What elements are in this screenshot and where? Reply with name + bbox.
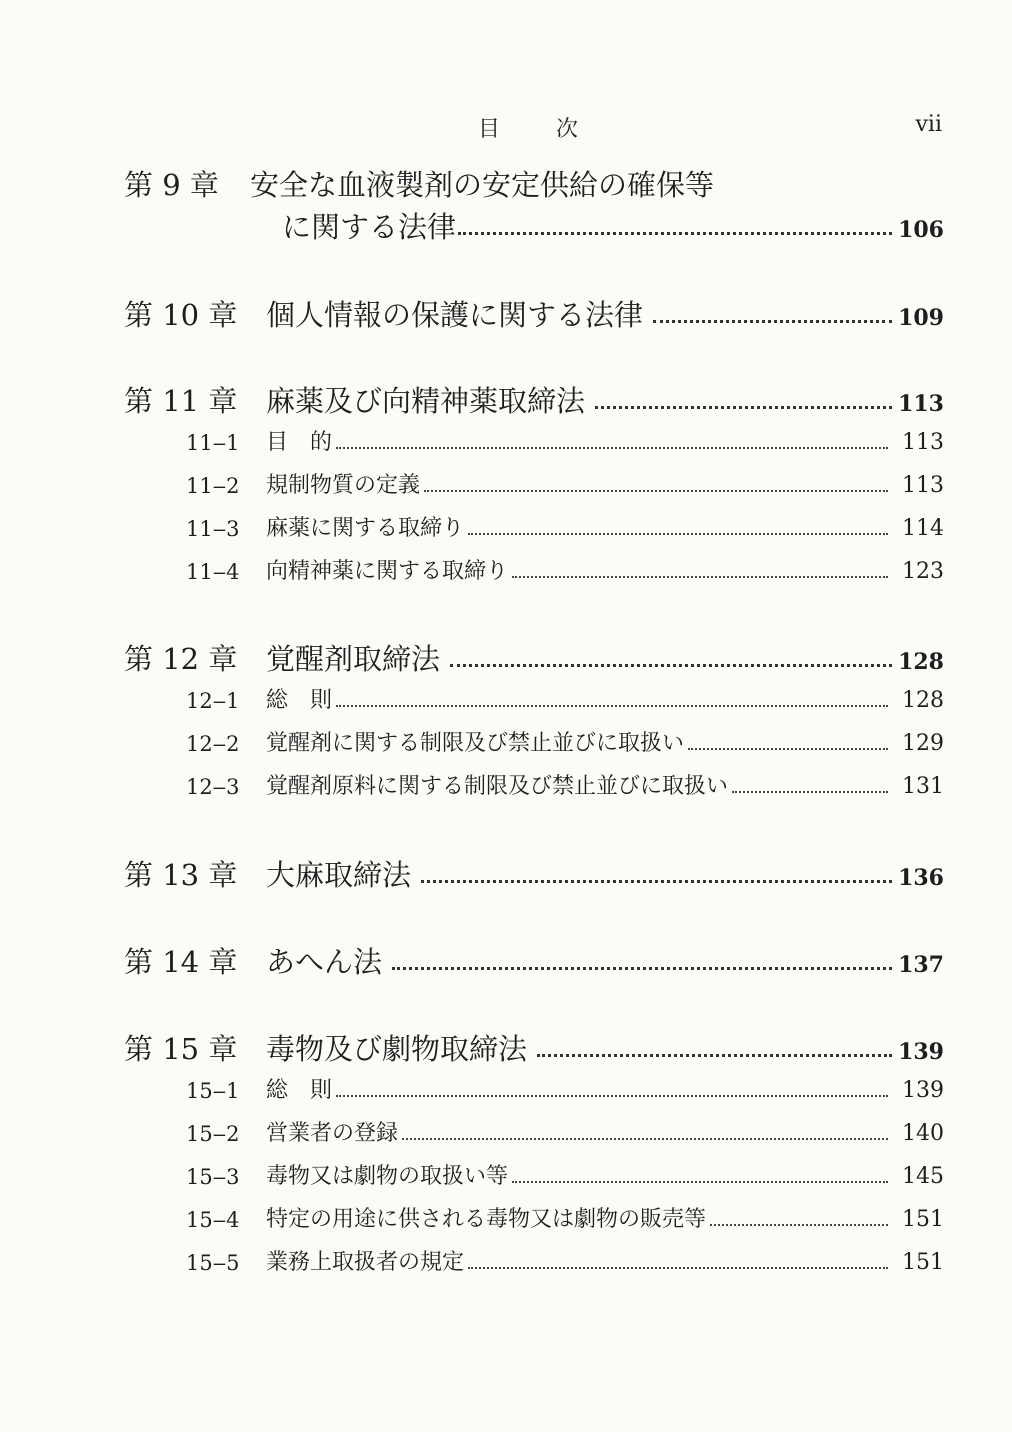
toc-section[interactable] xyxy=(0,729,1012,755)
chapter-title-line2: に関する法律 xyxy=(282,210,457,244)
chapter-number: 第 14 章 xyxy=(124,945,238,979)
section-page: 140 xyxy=(902,1121,944,1146)
toc-section[interactable] xyxy=(0,428,1012,454)
section-page: 151 xyxy=(902,1250,944,1275)
chapter-title: 麻薬及び向精神薬取締法 xyxy=(266,384,586,418)
section-page: 123 xyxy=(902,559,944,584)
chapter-number: 第 9 章 xyxy=(124,168,219,202)
chapter-number: 第 11 章 xyxy=(124,384,238,418)
dot-leader xyxy=(512,1181,888,1183)
dot-leader xyxy=(595,406,892,409)
section-title: 総 則 xyxy=(266,688,333,713)
section-title: 総 則 xyxy=(266,1078,333,1103)
dot-leader xyxy=(710,1224,888,1226)
section-number: 15‒3 xyxy=(186,1165,240,1189)
chapter-page: 136 xyxy=(898,865,944,891)
chapter-number: 第 12 章 xyxy=(124,642,238,676)
toc-section[interactable] xyxy=(0,1076,1012,1102)
dot-leader xyxy=(392,967,892,970)
toc-chapter-9[interactable] xyxy=(0,168,1012,200)
chapter-title: 個人情報の保護に関する法律 xyxy=(266,298,644,332)
section-number: 11‒1 xyxy=(186,431,240,455)
dot-leader xyxy=(336,705,888,707)
section-page: 145 xyxy=(902,1164,944,1189)
section-page: 139 xyxy=(902,1078,944,1103)
toc-section[interactable] xyxy=(0,686,1012,712)
section-title: 覚醒剤原料に関する制限及び禁止並びに取扱い xyxy=(266,774,729,799)
toc-section[interactable] xyxy=(0,1248,1012,1274)
toc-section[interactable] xyxy=(0,557,1012,583)
section-number: 12‒3 xyxy=(186,775,240,799)
toc-chapter-9-line2[interactable] xyxy=(0,210,1012,242)
toc-chapter-11[interactable] xyxy=(0,384,1012,416)
section-title: 麻薬に関する取締り xyxy=(266,516,465,541)
section-number: 12‒1 xyxy=(186,689,240,713)
header-title: 目次 xyxy=(478,117,635,142)
section-number: 15‒1 xyxy=(186,1079,240,1103)
section-title: 営業者の登録 xyxy=(266,1121,399,1146)
section-title: 向精神薬に関する取締り xyxy=(266,559,509,584)
section-number: 15‒4 xyxy=(186,1208,240,1232)
chapter-number: 第 15 章 xyxy=(124,1032,238,1066)
chapter-title-line1: 安全な血液製剤の安定供給の確保等 xyxy=(250,168,715,202)
section-title: 規制物質の定義 xyxy=(266,473,421,498)
dot-leader xyxy=(468,1267,888,1269)
section-number: 15‒2 xyxy=(186,1122,240,1146)
dot-leader xyxy=(537,1054,892,1057)
dot-leader xyxy=(688,748,888,750)
dot-leader xyxy=(402,1138,888,1140)
dot-leader xyxy=(450,664,892,667)
chapter-title: 大麻取締法 xyxy=(266,858,412,892)
section-title: 業務上取扱者の規定 xyxy=(266,1250,465,1275)
section-page: 114 xyxy=(902,516,944,541)
chapter-page: 113 xyxy=(898,391,944,417)
section-title: 目 的 xyxy=(266,430,333,455)
dot-leader xyxy=(336,447,888,449)
header-page-number: vii xyxy=(915,112,942,137)
chapter-title: あへん法 xyxy=(266,945,383,979)
section-title: 特定の用途に供される毒物又は劇物の販売等 xyxy=(266,1207,707,1232)
dot-leader xyxy=(424,490,888,492)
running-header xyxy=(0,112,1012,152)
toc-chapter-15[interactable] xyxy=(0,1032,1012,1064)
section-number: 11‒4 xyxy=(186,560,240,584)
section-number: 12‒2 xyxy=(186,732,240,756)
dot-leader xyxy=(653,320,892,323)
chapter-page: 106 xyxy=(898,217,944,243)
dot-leader xyxy=(336,1095,888,1097)
chapter-page: 128 xyxy=(898,649,944,675)
section-page: 131 xyxy=(902,774,944,799)
section-title: 覚醒剤に関する制限及び禁止並びに取扱い xyxy=(266,731,685,756)
toc-section[interactable] xyxy=(0,514,1012,540)
chapter-page: 109 xyxy=(898,305,944,331)
chapter-number: 第 13 章 xyxy=(124,858,238,892)
section-number: 15‒5 xyxy=(186,1251,240,1275)
section-page: 128 xyxy=(902,688,944,713)
chapter-page: 137 xyxy=(898,952,944,978)
section-title: 毒物又は劇物の取扱い等 xyxy=(266,1164,509,1189)
dot-leader xyxy=(732,791,888,793)
toc-section[interactable] xyxy=(0,1162,1012,1188)
toc-chapter-12[interactable] xyxy=(0,642,1012,674)
toc-section[interactable] xyxy=(0,1205,1012,1231)
dot-leader xyxy=(458,232,892,235)
section-number: 11‒3 xyxy=(186,517,240,541)
chapter-title: 毒物及び劇物取締法 xyxy=(266,1032,528,1066)
section-page: 113 xyxy=(902,473,944,498)
dot-leader xyxy=(468,533,888,535)
toc-section[interactable] xyxy=(0,772,1012,798)
toc-chapter-14[interactable] xyxy=(0,945,1012,977)
chapter-title: 覚醒剤取締法 xyxy=(266,642,441,676)
dot-leader xyxy=(421,880,892,883)
section-page: 129 xyxy=(902,731,944,756)
dot-leader xyxy=(512,576,888,578)
toc-section[interactable] xyxy=(0,1119,1012,1145)
toc-section[interactable] xyxy=(0,471,1012,497)
chapter-number: 第 10 章 xyxy=(124,298,238,332)
chapter-page: 139 xyxy=(898,1039,944,1065)
toc-chapter-13[interactable] xyxy=(0,858,1012,890)
section-number: 11‒2 xyxy=(186,474,240,498)
section-page: 151 xyxy=(902,1207,944,1232)
section-page: 113 xyxy=(902,430,944,455)
toc-chapter-10[interactable] xyxy=(0,298,1012,330)
